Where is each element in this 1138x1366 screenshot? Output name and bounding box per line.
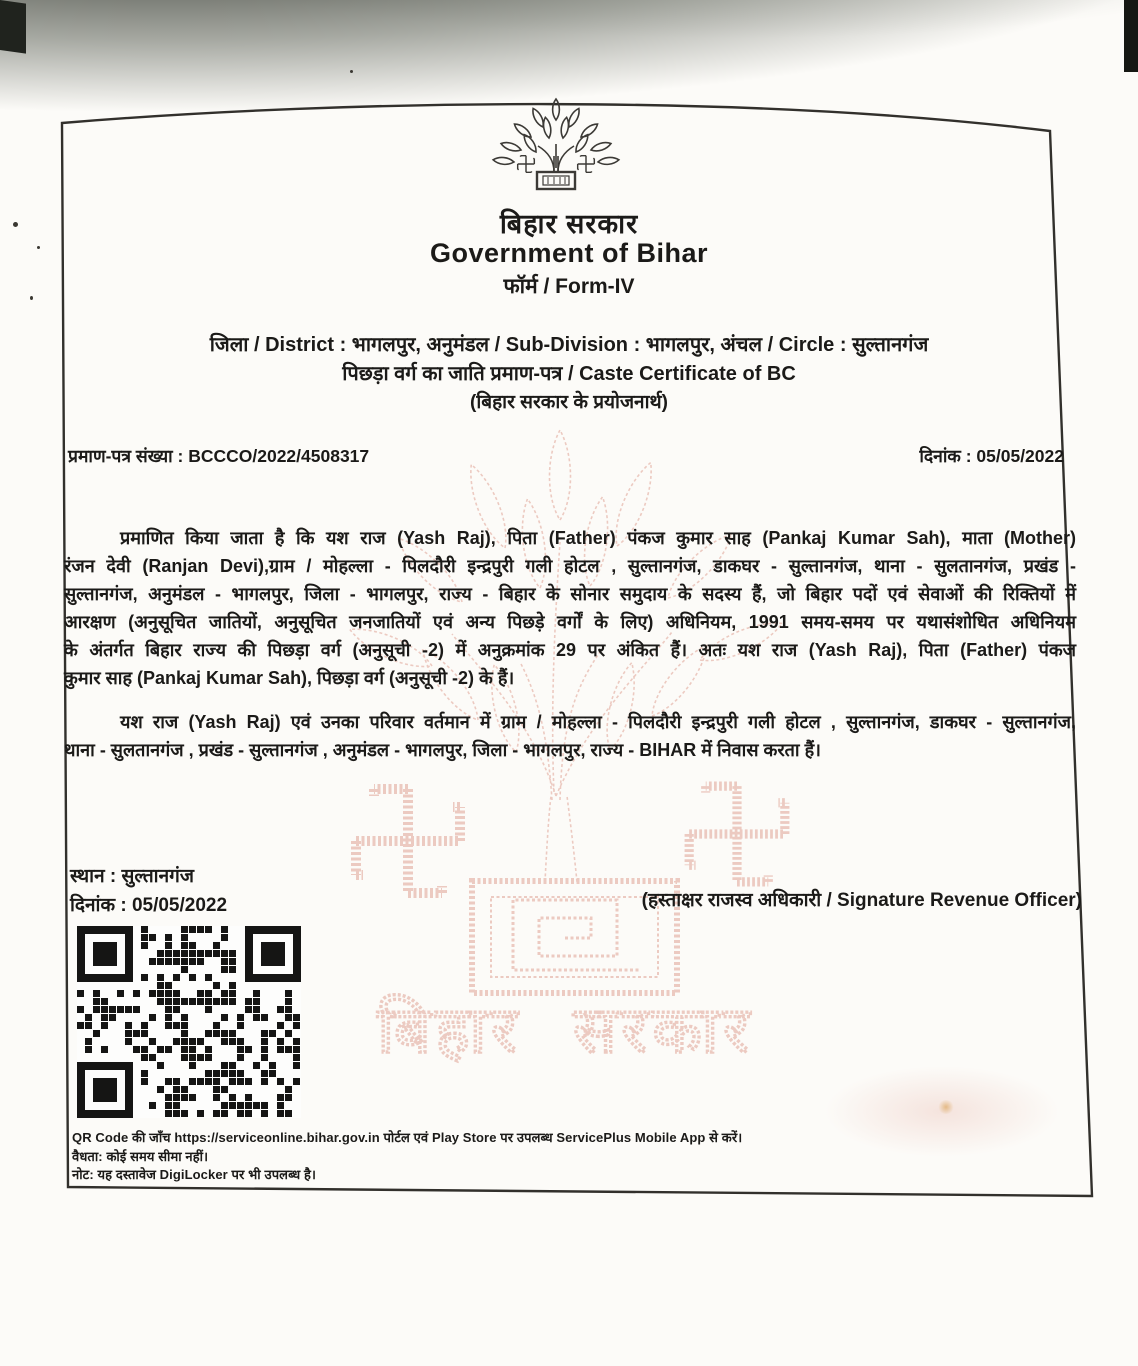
certificate-paragraph-2 (64, 708, 1076, 764)
signature-revenue-officer-line: (हस्ताक्षर राजस्व अधिकारी / Signature Revenue Officer) (641, 890, 1082, 911)
scan-corner-mark-left (0, 0, 26, 54)
scan-pink-smudge (812, 1062, 1072, 1172)
form-number: फॉर्म / Form-IV (503, 275, 635, 298)
scan-speck (350, 70, 353, 73)
certificate-paragraph-1 (64, 524, 1076, 692)
certificate-title: पिछड़ा वर्ग का जाति प्रमाण-पत्र / Caste Certificate of BC (342, 363, 796, 385)
note-validity: वैधता: कोई समय सीमा नहीं। (72, 1148, 209, 1164)
meta-row (68, 444, 1064, 468)
body-line: प्रमाणित किया जाता है कि यश राज (Yash Raj), पिता (Father) पंकज कुमार साह (Pankaj Kumar Sah), माता (Mother) (120, 528, 1076, 548)
scan-corner-mark-right (1124, 0, 1138, 72)
issue-date: दिनांक : 05/05/2022 (919, 446, 1064, 466)
body-line: आरक्षण (अनुसूचित जातियों, अनुसूचित जनजातियों एवं अन्य पिछड़े वर्गों के लिए) अधिनियम, 1991 समय-समय पर यथासंशोधित अधिनियम (64, 612, 1076, 632)
body-line: थाना - सुलतानगंज , प्रखंड - सुल्तानगंज , अनुमंडल - भागलपुर, जिला - भागलपुर, राज्य - BIHAR में निवास करता हैं। (64, 740, 821, 760)
date-line: दिनांक : 05/05/2022 (70, 895, 228, 916)
body-line: सुल्तानगंज, अनुमंडल - भागलपुर, जिला - भागलपुर, राज्य - बिहार के सोनार समुदाय के सदस्य हैं, जो बिहार पदों एवं सेवाओं की रिक्तियों में (64, 584, 1076, 604)
body-line: यश राज (Yash Raj) एवं उनका परिवार वर्तमान में ग्राम / मोहल्ला - पिलदौरी इन्द्रपुरी गली होटल , सुल्तानगंज, डाकघर - सुल्तानगंज, (120, 712, 1076, 732)
place-line: स्थान : सुल्तानगंज (70, 866, 194, 887)
note-digilocker: नोट: यह दस्तावेज DigiLocker पर भी उपलब्ध है। (72, 1167, 317, 1182)
body-line: रंजन देवी (Ranjan Devi),ग्राम / मोहल्ला - पिलदौरी इन्द्रपुरी गली होटल , सुल्तानगंज, डाकघर - सुल्तानगंज, थाना - सुलतानगंज, प्रखंड - (64, 556, 1076, 576)
purpose-line: (बिहार सरकार के प्रयोजनार्थ) (470, 392, 668, 413)
body-line: कुमार साह (Pankaj Kumar Sah), पिछड़ा वर्ग (अनुसूची -2) के हैं। (64, 668, 515, 688)
scan-shadow-artifact (0, 0, 1138, 175)
qr-code (77, 926, 301, 1118)
title-english: Government of Bihar (429, 238, 709, 268)
body-line: के अंतर्गत बिहार राज्य की पिछड़ा वर्ग (अनुसूची -2) में अनुक्रमांक 29 पर अंकित हैं। अतः यश राज (Yash Raj), पिता (Father) पंकज (64, 640, 1076, 660)
certificate-number: प्रमाण-पत्र संख्या : BCCCO/2022/4508317 (68, 446, 370, 466)
scan-stain-dot (938, 1100, 954, 1114)
watermark-text: बिहार सरकार (377, 994, 755, 1066)
district-subdivision-circle-line: जिला / District : भागलपुर, अनुमंडल / Sub-Division : भागलपुर, अंचल / Circle : सुल्तानगंज (209, 334, 929, 356)
bihar-emblem-icon (493, 99, 619, 189)
title-hindi: बिहार सरकार (499, 209, 639, 239)
note-qr-verification: QR Code की जाँच https://serviceonline.bihar.gov.in पोर्टल एवं Play Store पर उपलब्ध ServicePlus Mobile App से करें। (72, 1130, 743, 1145)
footer-notes (72, 1129, 762, 1185)
